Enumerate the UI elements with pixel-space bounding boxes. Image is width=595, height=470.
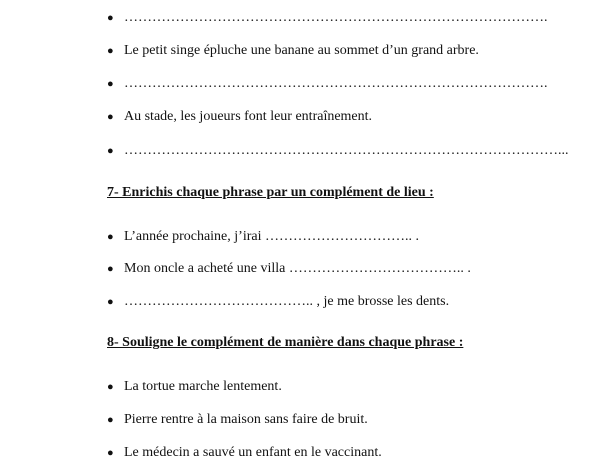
list-item-text: L’année prochaine, j’irai ………………………….. .	[124, 229, 419, 244]
bullet-icon: ●	[107, 381, 114, 393]
bullet-icon: ●	[107, 111, 114, 123]
section-8-heading: 8- Souligne le complément de manière dans chaque phrase :	[107, 335, 464, 350]
bullet-icon: ●	[107, 263, 114, 275]
list-item-text: Pierre rentre à la maison sans faire de bruit.	[124, 412, 368, 427]
bullet-icon: ●	[107, 447, 114, 459]
list-item-text: La tortue marche lentement.	[124, 379, 282, 394]
list-item-text: ……………………………………………………………………………….	[124, 10, 548, 25]
list-item-text: Mon oncle a acheté une villa ……………………………….. .	[124, 261, 471, 276]
list-item-text: …………………………………………………………………………………...	[124, 143, 569, 158]
bullet-icon: ●	[107, 78, 114, 90]
bullet-icon: ●	[107, 12, 114, 24]
list-item-text: Le médecin a sauvé un enfant en le vaccinant.	[124, 445, 382, 460]
list-item-text: ……………………………………………………………………………….	[124, 76, 548, 91]
bullet-icon: ●	[107, 45, 114, 57]
bullet-icon: ●	[107, 145, 114, 157]
list-item-text: ………………………………….. , je me brosse les dents.	[124, 294, 450, 309]
bullet-icon: ●	[107, 231, 114, 243]
list-item-text: Au stade, les joueurs font leur entraînement.	[124, 109, 373, 124]
bullet-icon: ●	[107, 296, 114, 308]
list-item-text: Le petit singe épluche une banane au sommet d’un grand arbre.	[124, 43, 479, 58]
section-7-heading: 7- Enrichis chaque phrase par un complément de lieu :	[107, 185, 434, 200]
bullet-icon: ●	[107, 414, 114, 426]
